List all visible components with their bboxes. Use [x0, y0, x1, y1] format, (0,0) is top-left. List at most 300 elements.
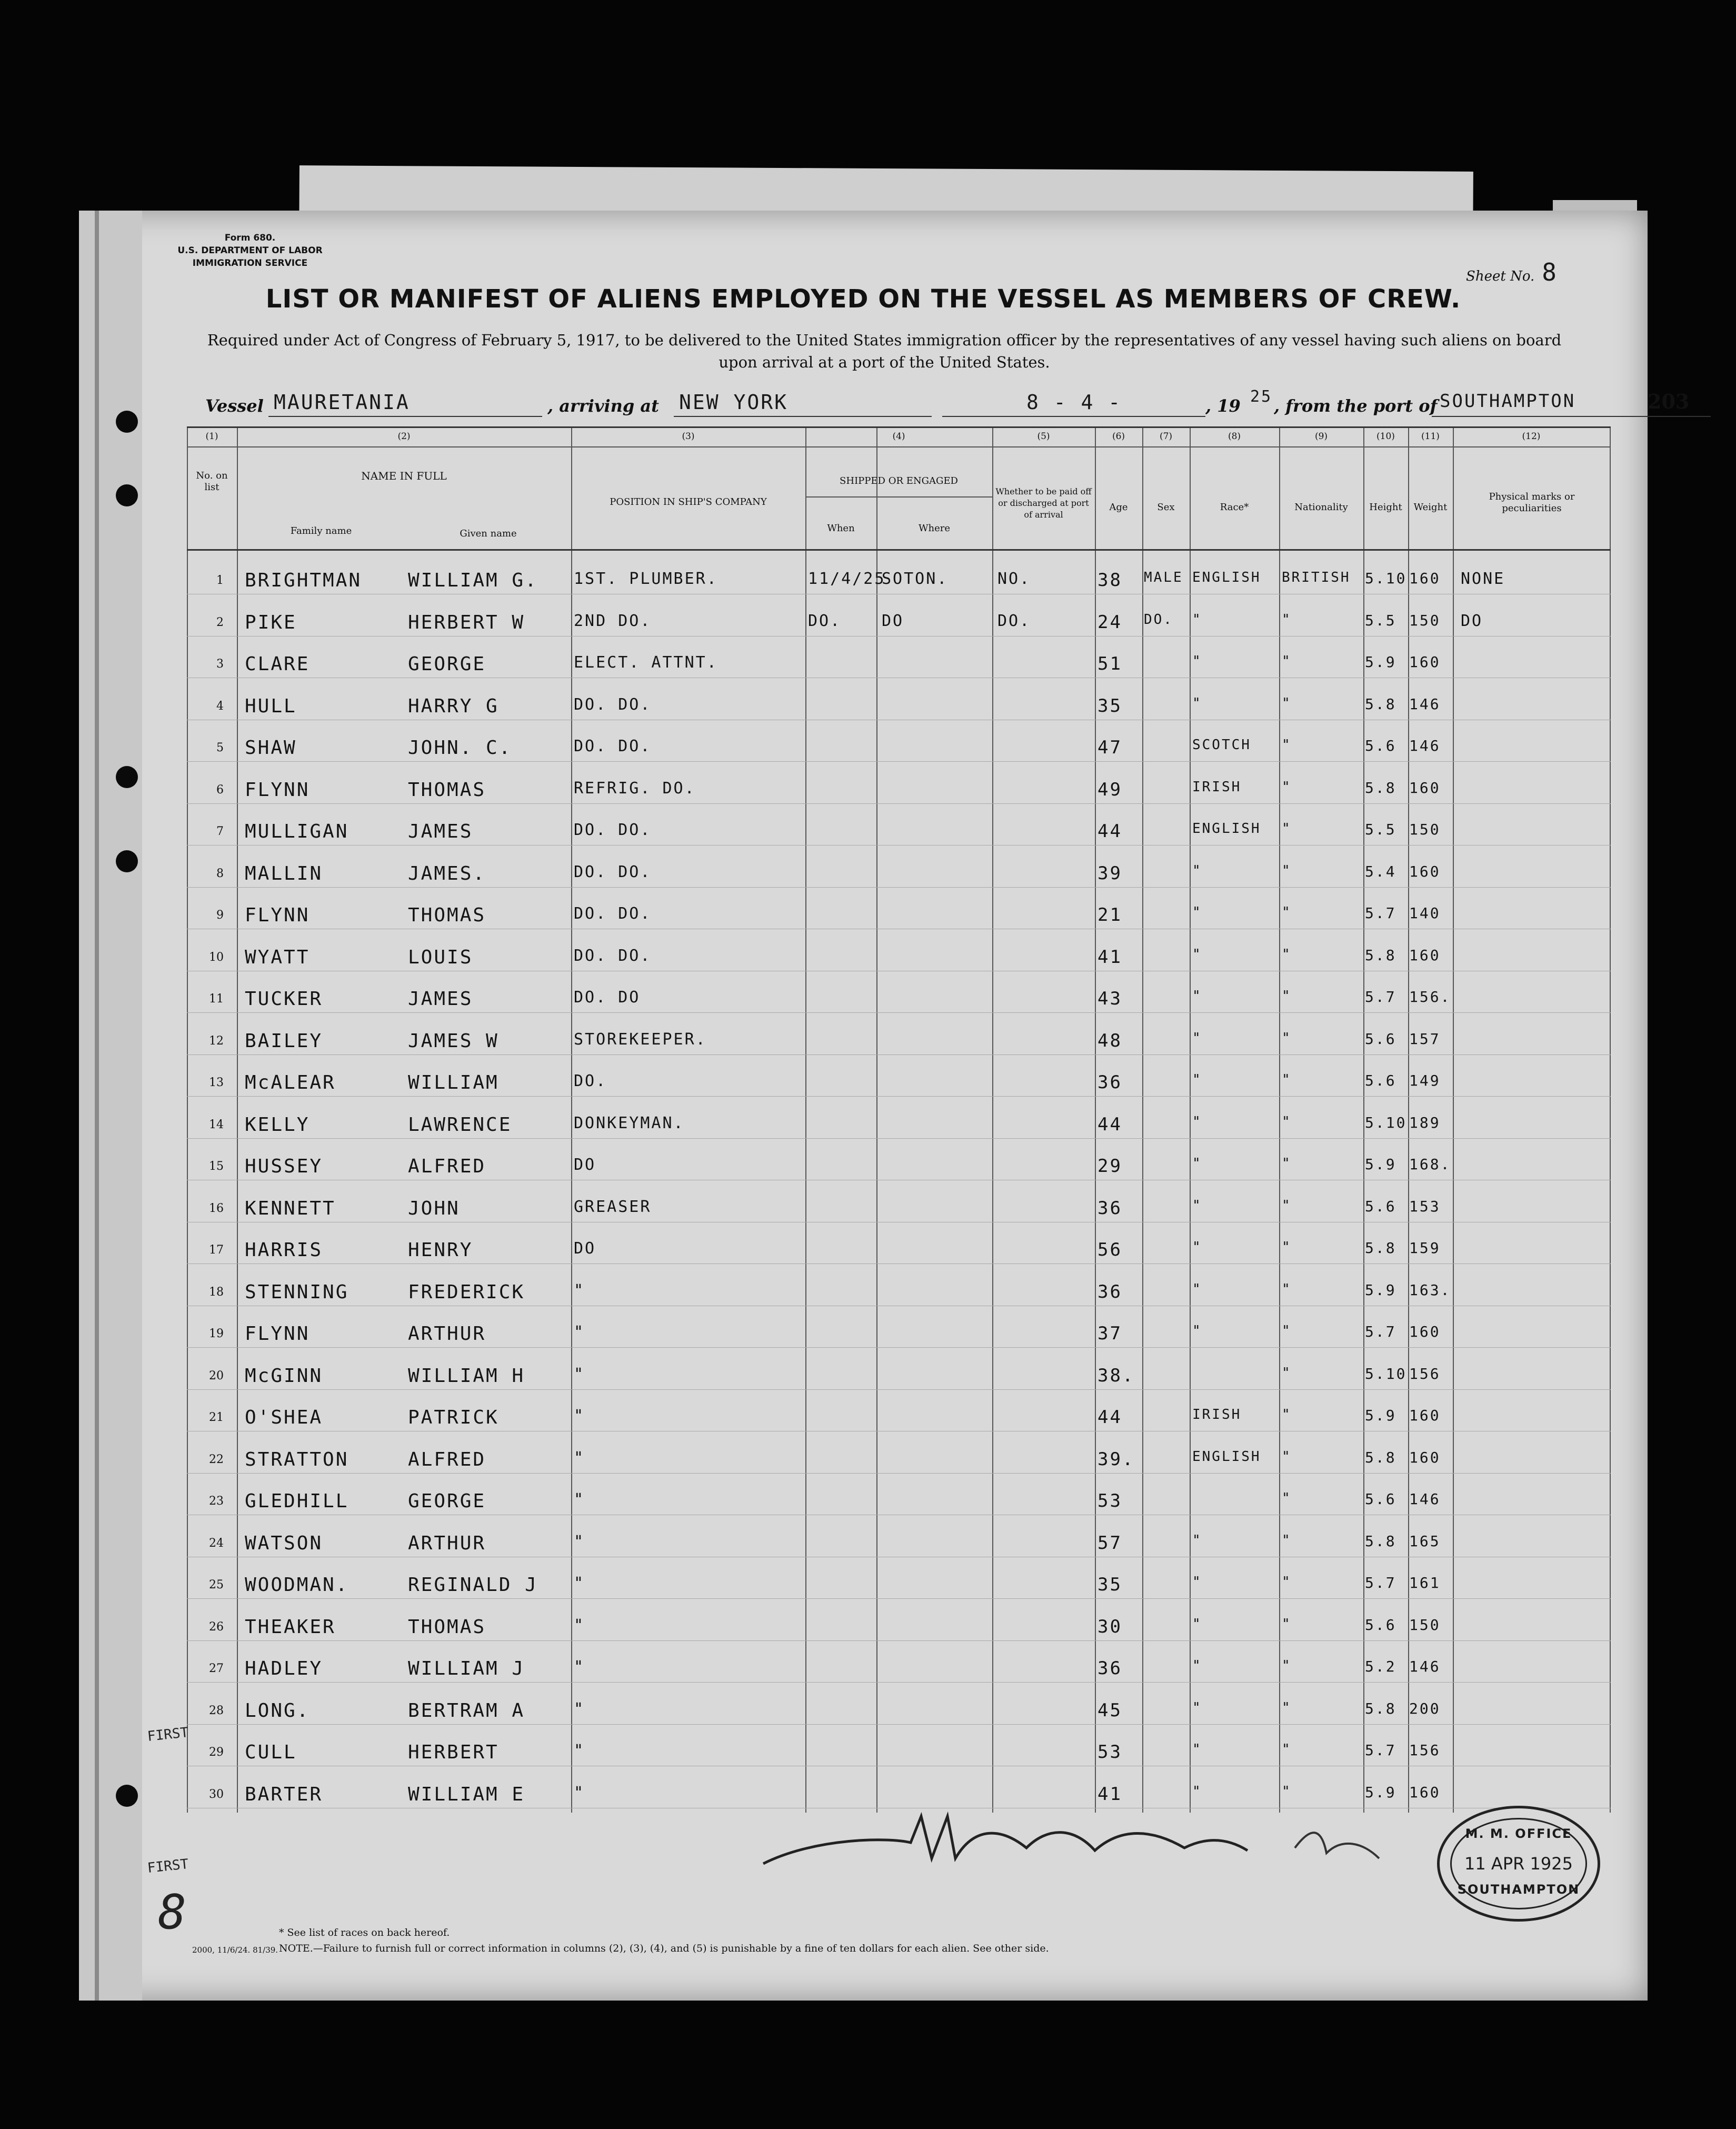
table-row — [187, 981, 1610, 1023]
sheet-number-block — [1466, 258, 1558, 286]
cell-nationality: " — [1282, 904, 1292, 920]
cell-family: THEAKER — [245, 1616, 336, 1638]
row-number: 29 — [209, 1746, 224, 1759]
cell-race: " — [1192, 653, 1202, 669]
cell-nationality: " — [1282, 1323, 1292, 1339]
cell-family: GLEDHILL — [245, 1490, 349, 1512]
cell-height: 5.7 — [1365, 988, 1396, 1006]
print-code: 2000, 11/6/24. 81/39. — [192, 1945, 278, 1955]
col5-number: (5) — [1037, 431, 1050, 442]
cell-weight: 156 — [1409, 1742, 1441, 1759]
cell-race: " — [1192, 1658, 1202, 1674]
row-number: 13 — [209, 1076, 224, 1089]
table-row — [187, 1650, 1610, 1693]
cell-nationality: " — [1282, 1030, 1292, 1046]
cell-family: SHAW — [245, 737, 297, 759]
cell-weight: 160 — [1409, 779, 1441, 797]
row-number: 10 — [209, 950, 224, 964]
row-number: 25 — [209, 1578, 224, 1591]
cell-height: 5.6 — [1365, 1490, 1396, 1508]
cell-age: 36 — [1098, 1281, 1122, 1302]
form-header — [163, 232, 337, 270]
punch-hole — [116, 766, 138, 788]
row-number: 9 — [216, 909, 224, 922]
table-row — [187, 897, 1610, 939]
cell-weight: 150 — [1409, 611, 1441, 629]
row-number: 11 — [209, 992, 224, 1006]
year-prefix: , 19 — [1205, 396, 1241, 416]
col3-header: POSITION IN SHIP'S COMPANY — [610, 496, 767, 508]
margin-note-row28: FIRST — [146, 1856, 189, 1877]
cell-family: BRIGHTMAN — [245, 570, 362, 591]
cell-given: WILLIAM H — [408, 1365, 525, 1387]
cell-position: DO. DO. — [574, 695, 652, 714]
cell-race: ENGLISH — [1192, 1448, 1261, 1465]
cell-age: 48 — [1098, 1030, 1122, 1051]
cell-paid: NO. — [997, 570, 1031, 588]
binding-edge — [95, 211, 99, 2001]
page-subtitle: Required under Act of Congress of February 5, 1917, to be delivered to the United States immigration officer by the representatives of any vessel having such aliens on board upon arrival at a port of the United States. — [207, 331, 1562, 371]
cell-marks: NONE — [1461, 570, 1505, 588]
punch-hole — [116, 411, 138, 433]
sheet-number: 8 — [1542, 258, 1558, 286]
cell-position: " — [574, 1323, 585, 1341]
col2a-header: Family name — [290, 525, 352, 536]
cell-given: JAMES — [408, 821, 473, 842]
signature — [753, 1806, 1490, 1895]
cell-position: 1ST. PLUMBER. — [574, 570, 718, 588]
cell-family: WATSON — [245, 1532, 323, 1554]
cell-race: " — [1192, 611, 1202, 628]
cell-race: ENGLISH — [1192, 570, 1261, 585]
cell-age: 38 — [1098, 570, 1122, 591]
cell-nationality: " — [1282, 695, 1292, 711]
cell-race: " — [1192, 695, 1202, 711]
cell-given: ALFRED — [408, 1156, 486, 1177]
cell-given: FREDERICK — [408, 1281, 525, 1303]
cell-given: JAMES W — [408, 1030, 499, 1052]
cell-weight: 149 — [1409, 1072, 1441, 1089]
cell-weight: 159 — [1409, 1239, 1441, 1257]
cell-nationality: " — [1282, 862, 1292, 879]
cell-position: " — [574, 1448, 585, 1467]
cell-weight: 160 — [1409, 1783, 1441, 1801]
row-number: 24 — [209, 1536, 224, 1550]
col7-header: Sex — [1157, 502, 1175, 513]
cell-nationality: " — [1282, 1365, 1292, 1381]
col6-number: (6) — [1112, 431, 1125, 442]
cell-height: 5.7 — [1365, 1323, 1396, 1340]
cell-family: KENNETT — [245, 1197, 336, 1219]
cell-position: " — [574, 1281, 585, 1300]
table-row — [187, 855, 1610, 898]
row-number: 19 — [209, 1327, 224, 1340]
cell-family: MULLIGAN — [245, 821, 349, 842]
cell-given: ARTHUR — [408, 1323, 486, 1345]
cell-weight: 160 — [1409, 862, 1441, 880]
cell-age: 39. — [1098, 1448, 1135, 1470]
service-name: IMMIGRATION SERVICE — [192, 258, 308, 268]
cell-given: HARRY G — [408, 695, 499, 717]
cell-position: " — [574, 1574, 585, 1593]
cell-nationality: " — [1282, 1448, 1292, 1465]
row-number: 8 — [216, 867, 224, 880]
cell-family: KELLY — [245, 1113, 310, 1136]
punch-hole — [116, 484, 138, 506]
cell-nationality: " — [1282, 1658, 1292, 1674]
cell-nationality: " — [1282, 1239, 1292, 1255]
cell-weight: 161 — [1409, 1574, 1441, 1591]
binding-strip — [79, 211, 142, 2001]
departure-port: SOUTHAMPTON — [1440, 391, 1576, 412]
cell-weight: 189 — [1409, 1113, 1441, 1131]
cell-given: LAWRENCE — [408, 1113, 512, 1136]
cell-age: 24 — [1098, 611, 1122, 633]
col8-header: Race* — [1220, 502, 1249, 513]
table-row — [187, 562, 1610, 604]
table-row — [187, 1148, 1610, 1190]
cell-given: WILLIAM — [408, 1072, 499, 1093]
table-row — [187, 1483, 1610, 1525]
margin-note-row23: FIRST — [146, 1724, 189, 1745]
cell-age: 37 — [1098, 1323, 1122, 1344]
cell-age: 49 — [1098, 779, 1122, 800]
row-number: 14 — [209, 1118, 224, 1131]
cell-weight: 150 — [1409, 1616, 1441, 1634]
cell-family: FLYNN — [245, 1323, 310, 1345]
cell-marks: DO — [1461, 611, 1483, 630]
col4b-header: Where — [918, 523, 950, 534]
cell-position: " — [574, 1658, 585, 1676]
cell-height: 5.8 — [1365, 1448, 1396, 1466]
cell-age: 53 — [1098, 1742, 1122, 1763]
punch-hole — [116, 850, 138, 872]
row-number: 16 — [209, 1201, 224, 1215]
cell-weight: 157 — [1409, 1030, 1441, 1048]
cell-position: DO. DO. — [574, 821, 652, 839]
row-number: 5 — [216, 741, 224, 754]
cell-family: HADLEY — [245, 1658, 323, 1679]
table-row — [187, 1107, 1610, 1149]
row-number: 7 — [216, 825, 224, 838]
col5-header: Whether to be paid off or discharged at port of arrival — [995, 486, 1092, 520]
table-row — [187, 1693, 1610, 1735]
cell-nationality: BRITISH — [1282, 570, 1351, 585]
cell-position: DONKEYMAN. — [574, 1113, 685, 1132]
page-title: LIST OR MANIFEST OF ALIENS EMPLOYED ON THE VESSEL AS MEMBERS OF CREW. — [265, 284, 1461, 314]
cell-given: JAMES. — [408, 862, 486, 884]
cell-height: 5.9 — [1365, 653, 1396, 671]
col2-header: NAME IN FULL — [361, 470, 447, 482]
cell-given: BERTRAM A — [408, 1699, 525, 1722]
cell-given: GEORGE — [408, 1490, 486, 1512]
row-number: 23 — [209, 1495, 224, 1508]
col8-number: (8) — [1228, 431, 1241, 442]
cell-given: WILLIAM E — [408, 1783, 525, 1805]
cell-position: STOREKEEPER. — [574, 1030, 707, 1049]
row-number: 4 — [216, 699, 224, 713]
row-number: 20 — [209, 1369, 224, 1382]
cell-weight: 165 — [1409, 1532, 1441, 1550]
col6-header: Age — [1109, 502, 1128, 513]
arrival-year: 25 — [1250, 387, 1273, 406]
table-row — [187, 1274, 1610, 1316]
cell-sex: DO. — [1144, 611, 1173, 628]
cell-height: 5.8 — [1365, 1532, 1396, 1550]
cell-race: " — [1192, 1281, 1202, 1297]
cell-family: FLYNN — [245, 904, 310, 926]
cell-nationality: " — [1282, 653, 1292, 669]
cell-age: 53 — [1098, 1490, 1122, 1511]
table-row — [187, 604, 1610, 646]
cell-given: PATRICK — [408, 1407, 499, 1428]
cell-sex: MALE — [1144, 570, 1183, 585]
cell-family: HUSSEY — [245, 1156, 323, 1177]
cell-position: " — [574, 1407, 585, 1425]
cell-age: 44 — [1098, 1113, 1122, 1135]
cell-weight: 146 — [1409, 1490, 1441, 1508]
table-row — [187, 1023, 1610, 1065]
cell-height: 5.9 — [1365, 1156, 1396, 1173]
cell-nationality: " — [1282, 988, 1292, 1004]
cell-family: McGINN — [245, 1365, 323, 1387]
cell-position: " — [574, 1490, 585, 1509]
arriving-label: , arriving at — [547, 396, 659, 416]
cell-nationality: " — [1282, 1407, 1292, 1422]
cell-age: 45 — [1098, 1699, 1122, 1721]
col1-header: No. on list — [196, 470, 228, 493]
col2b-header: Given name — [460, 528, 517, 539]
cell-height: 5.10 — [1365, 1365, 1407, 1382]
table-row — [187, 1609, 1610, 1651]
row-number: 15 — [209, 1160, 224, 1173]
cell-age: 38. — [1098, 1365, 1135, 1386]
cell-nationality: " — [1282, 1490, 1292, 1506]
cell-weight: 163. — [1409, 1281, 1451, 1299]
col4-header: SHIPPED OR ENGAGED — [840, 475, 958, 486]
cell-given: GEORGE — [408, 653, 486, 675]
cell-family: PIKE — [245, 611, 297, 633]
vessel-label: Vessel — [205, 396, 264, 416]
cell-race: " — [1192, 1699, 1202, 1716]
cell-weight: 160 — [1409, 653, 1441, 671]
cell-race: " — [1192, 1574, 1202, 1590]
cell-given: ARTHUR — [408, 1532, 486, 1554]
row-number: 30 — [209, 1787, 224, 1801]
cell-given: WILLIAM J — [408, 1658, 525, 1679]
cell-height: 5.5 — [1365, 821, 1396, 838]
cell-race: " — [1192, 1113, 1202, 1130]
cell-position: DO. DO. — [574, 862, 652, 881]
arrival-port: NEW YORK — [679, 391, 789, 414]
row-number: 6 — [216, 783, 224, 797]
col12-number: (12) — [1522, 431, 1541, 442]
col12-header: Physical marks or peculiarities — [1489, 491, 1575, 514]
cell-given: THOMAS — [408, 904, 486, 926]
punch-hole — [116, 1785, 138, 1807]
penalty-note: NOTE.—Failure to furnish full or correct information in columns (2), (3), (4), and (5) is punishable by a fine of ten dollars for each alien. See other side. — [279, 1943, 1049, 1954]
cell-height: 5.6 — [1365, 1072, 1396, 1089]
cell-age: 35 — [1098, 695, 1122, 717]
cell-height: 5.10 — [1365, 570, 1407, 587]
cell-when: 11/4/25 — [808, 570, 886, 588]
col11-header: Weight — [1413, 502, 1448, 513]
cell-weight: 200 — [1409, 1699, 1441, 1717]
cell-weight: 168. — [1409, 1156, 1451, 1173]
cell-given: LOUIS — [408, 946, 473, 968]
cell-race: ENGLISH — [1192, 821, 1261, 837]
cell-given: THOMAS — [408, 779, 486, 801]
col9-header: Nationality — [1294, 502, 1348, 513]
cell-race: " — [1192, 1616, 1202, 1632]
cell-race: " — [1192, 1030, 1202, 1046]
row-number: 17 — [209, 1243, 224, 1257]
cell-age: 30 — [1098, 1616, 1122, 1637]
cell-age: 29 — [1098, 1156, 1122, 1177]
cell-family: STRATTON — [245, 1448, 349, 1470]
cell-height: 5.8 — [1365, 695, 1396, 713]
cell-height: 5.6 — [1365, 1197, 1396, 1215]
table-row — [187, 1734, 1610, 1776]
cell-family: STENNING — [245, 1281, 349, 1303]
cell-race: " — [1192, 1072, 1202, 1088]
col2-number: (2) — [397, 431, 411, 442]
cell-nationality: " — [1282, 1532, 1292, 1548]
cell-race: " — [1192, 1239, 1202, 1255]
stamp-port: SOUTHAMPTON — [1457, 1882, 1580, 1897]
cell-position: DO. DO. — [574, 946, 652, 965]
cell-height: 5.6 — [1365, 737, 1396, 754]
cell-position: GREASER — [574, 1197, 652, 1216]
vessel-name: MAURETANIA — [274, 391, 410, 414]
cell-age: 36 — [1098, 1197, 1122, 1219]
cell-height: 5.6 — [1365, 1030, 1396, 1048]
cell-height: 5.8 — [1365, 946, 1396, 964]
cell-weight: 146 — [1409, 695, 1441, 713]
cell-family: BARTER — [245, 1783, 323, 1805]
col9-number: (9) — [1314, 431, 1328, 442]
cell-race: " — [1192, 946, 1202, 962]
cell-family: MALLIN — [245, 862, 323, 884]
cell-position: DO. DO — [574, 988, 641, 1007]
cell-age: 44 — [1098, 1407, 1122, 1428]
stamp-date: 11 APR 1925 — [1464, 1854, 1573, 1874]
row-number: 26 — [209, 1620, 224, 1634]
crew-manifest-table — [187, 426, 1611, 1813]
cell-position: DO. DO. — [574, 904, 652, 923]
cell-weight: 146 — [1409, 737, 1441, 754]
cell-height: 5.9 — [1365, 1407, 1396, 1424]
cell-given: REGINALD J — [408, 1574, 538, 1596]
cell-weight: 146 — [1409, 1658, 1441, 1675]
cell-race: " — [1192, 1532, 1202, 1548]
cell-given: ALFRED — [408, 1448, 486, 1470]
col10-number: (10) — [1376, 431, 1395, 442]
cell-nationality: " — [1282, 1197, 1292, 1213]
cell-age: 43 — [1098, 988, 1122, 1009]
cell-given: THOMAS — [408, 1616, 486, 1638]
cell-paid: DO. — [997, 611, 1031, 630]
department-name: U.S. DEPARTMENT OF LABOR — [177, 245, 323, 256]
arrival-date: 8 - 4 - — [1026, 391, 1122, 414]
stamp-office: M. M. OFFICE — [1465, 1826, 1572, 1841]
table-row — [187, 1358, 1610, 1400]
cell-nationality: " — [1282, 1742, 1292, 1757]
cell-position: " — [574, 1365, 585, 1384]
cell-family: HULL — [245, 695, 297, 717]
cell-family: HARRIS — [245, 1239, 323, 1261]
cell-age: 56 — [1098, 1239, 1122, 1260]
cell-where: SOTON. — [882, 570, 949, 588]
table-row — [187, 1399, 1610, 1441]
cell-height: 5.7 — [1365, 1742, 1396, 1759]
cell-age: 44 — [1098, 821, 1122, 842]
cell-height: 5.8 — [1365, 1239, 1396, 1257]
cell-nationality: " — [1282, 1072, 1292, 1088]
table-row — [187, 772, 1610, 814]
cell-height: 5.2 — [1365, 1658, 1396, 1675]
sheet-label: Sheet No. — [1466, 268, 1535, 284]
cell-position: DO. DO. — [574, 737, 652, 755]
cell-family: BAILEY — [245, 1030, 323, 1052]
cell-nationality: " — [1282, 611, 1292, 628]
cell-position: " — [574, 1699, 585, 1718]
races-footnote: * See list of races on back hereof. — [279, 1927, 450, 1938]
cell-height: 5.8 — [1365, 779, 1396, 797]
row-number: 21 — [209, 1411, 224, 1424]
cell-weight: 156 — [1409, 1365, 1441, 1382]
cell-given: JOHN — [408, 1197, 460, 1219]
cell-race: " — [1192, 862, 1202, 879]
cell-height: 5.5 — [1365, 611, 1396, 629]
form-number: Form 680. — [224, 233, 276, 243]
row-number: 22 — [209, 1453, 224, 1466]
table-row — [187, 813, 1610, 855]
table-row — [187, 1567, 1610, 1609]
cell-weight: 150 — [1409, 821, 1441, 838]
cell-weight: 160 — [1409, 1448, 1441, 1466]
table-row — [187, 730, 1610, 772]
cell-family: CLARE — [245, 653, 310, 675]
cell-age: 47 — [1098, 737, 1122, 758]
cell-given: HERBERT — [408, 1742, 499, 1763]
cell-position: DO — [574, 1156, 596, 1174]
cell-family: McALEAR — [245, 1072, 336, 1093]
cell-family: TUCKER — [245, 988, 323, 1010]
cell-family: LONG. — [245, 1699, 310, 1722]
margin-note-bottom: 8 — [158, 1885, 187, 1940]
col11-number: (11) — [1421, 431, 1440, 442]
cell-nationality: " — [1282, 1783, 1292, 1799]
cell-age: 41 — [1098, 1783, 1122, 1805]
vessel-line — [205, 387, 1690, 421]
cell-age: 36 — [1098, 1658, 1122, 1679]
col1-number: (1) — [205, 431, 218, 442]
table-row — [187, 939, 1610, 981]
cell-weight: 153 — [1409, 1197, 1441, 1215]
cell-position: 2ND DO. — [574, 611, 652, 630]
row-number: 3 — [216, 658, 224, 671]
cell-nationality: " — [1282, 1574, 1292, 1590]
row-number: 18 — [209, 1285, 224, 1299]
cell-family: WOODMAN. — [245, 1574, 349, 1596]
cell-weight: 140 — [1409, 904, 1441, 922]
cell-age: 21 — [1098, 904, 1122, 926]
cell-given: WILLIAM G. — [408, 570, 538, 591]
cell-height: 5.7 — [1365, 904, 1396, 922]
cell-height: 5.7 — [1365, 1574, 1396, 1591]
col4a-header: When — [827, 523, 855, 534]
